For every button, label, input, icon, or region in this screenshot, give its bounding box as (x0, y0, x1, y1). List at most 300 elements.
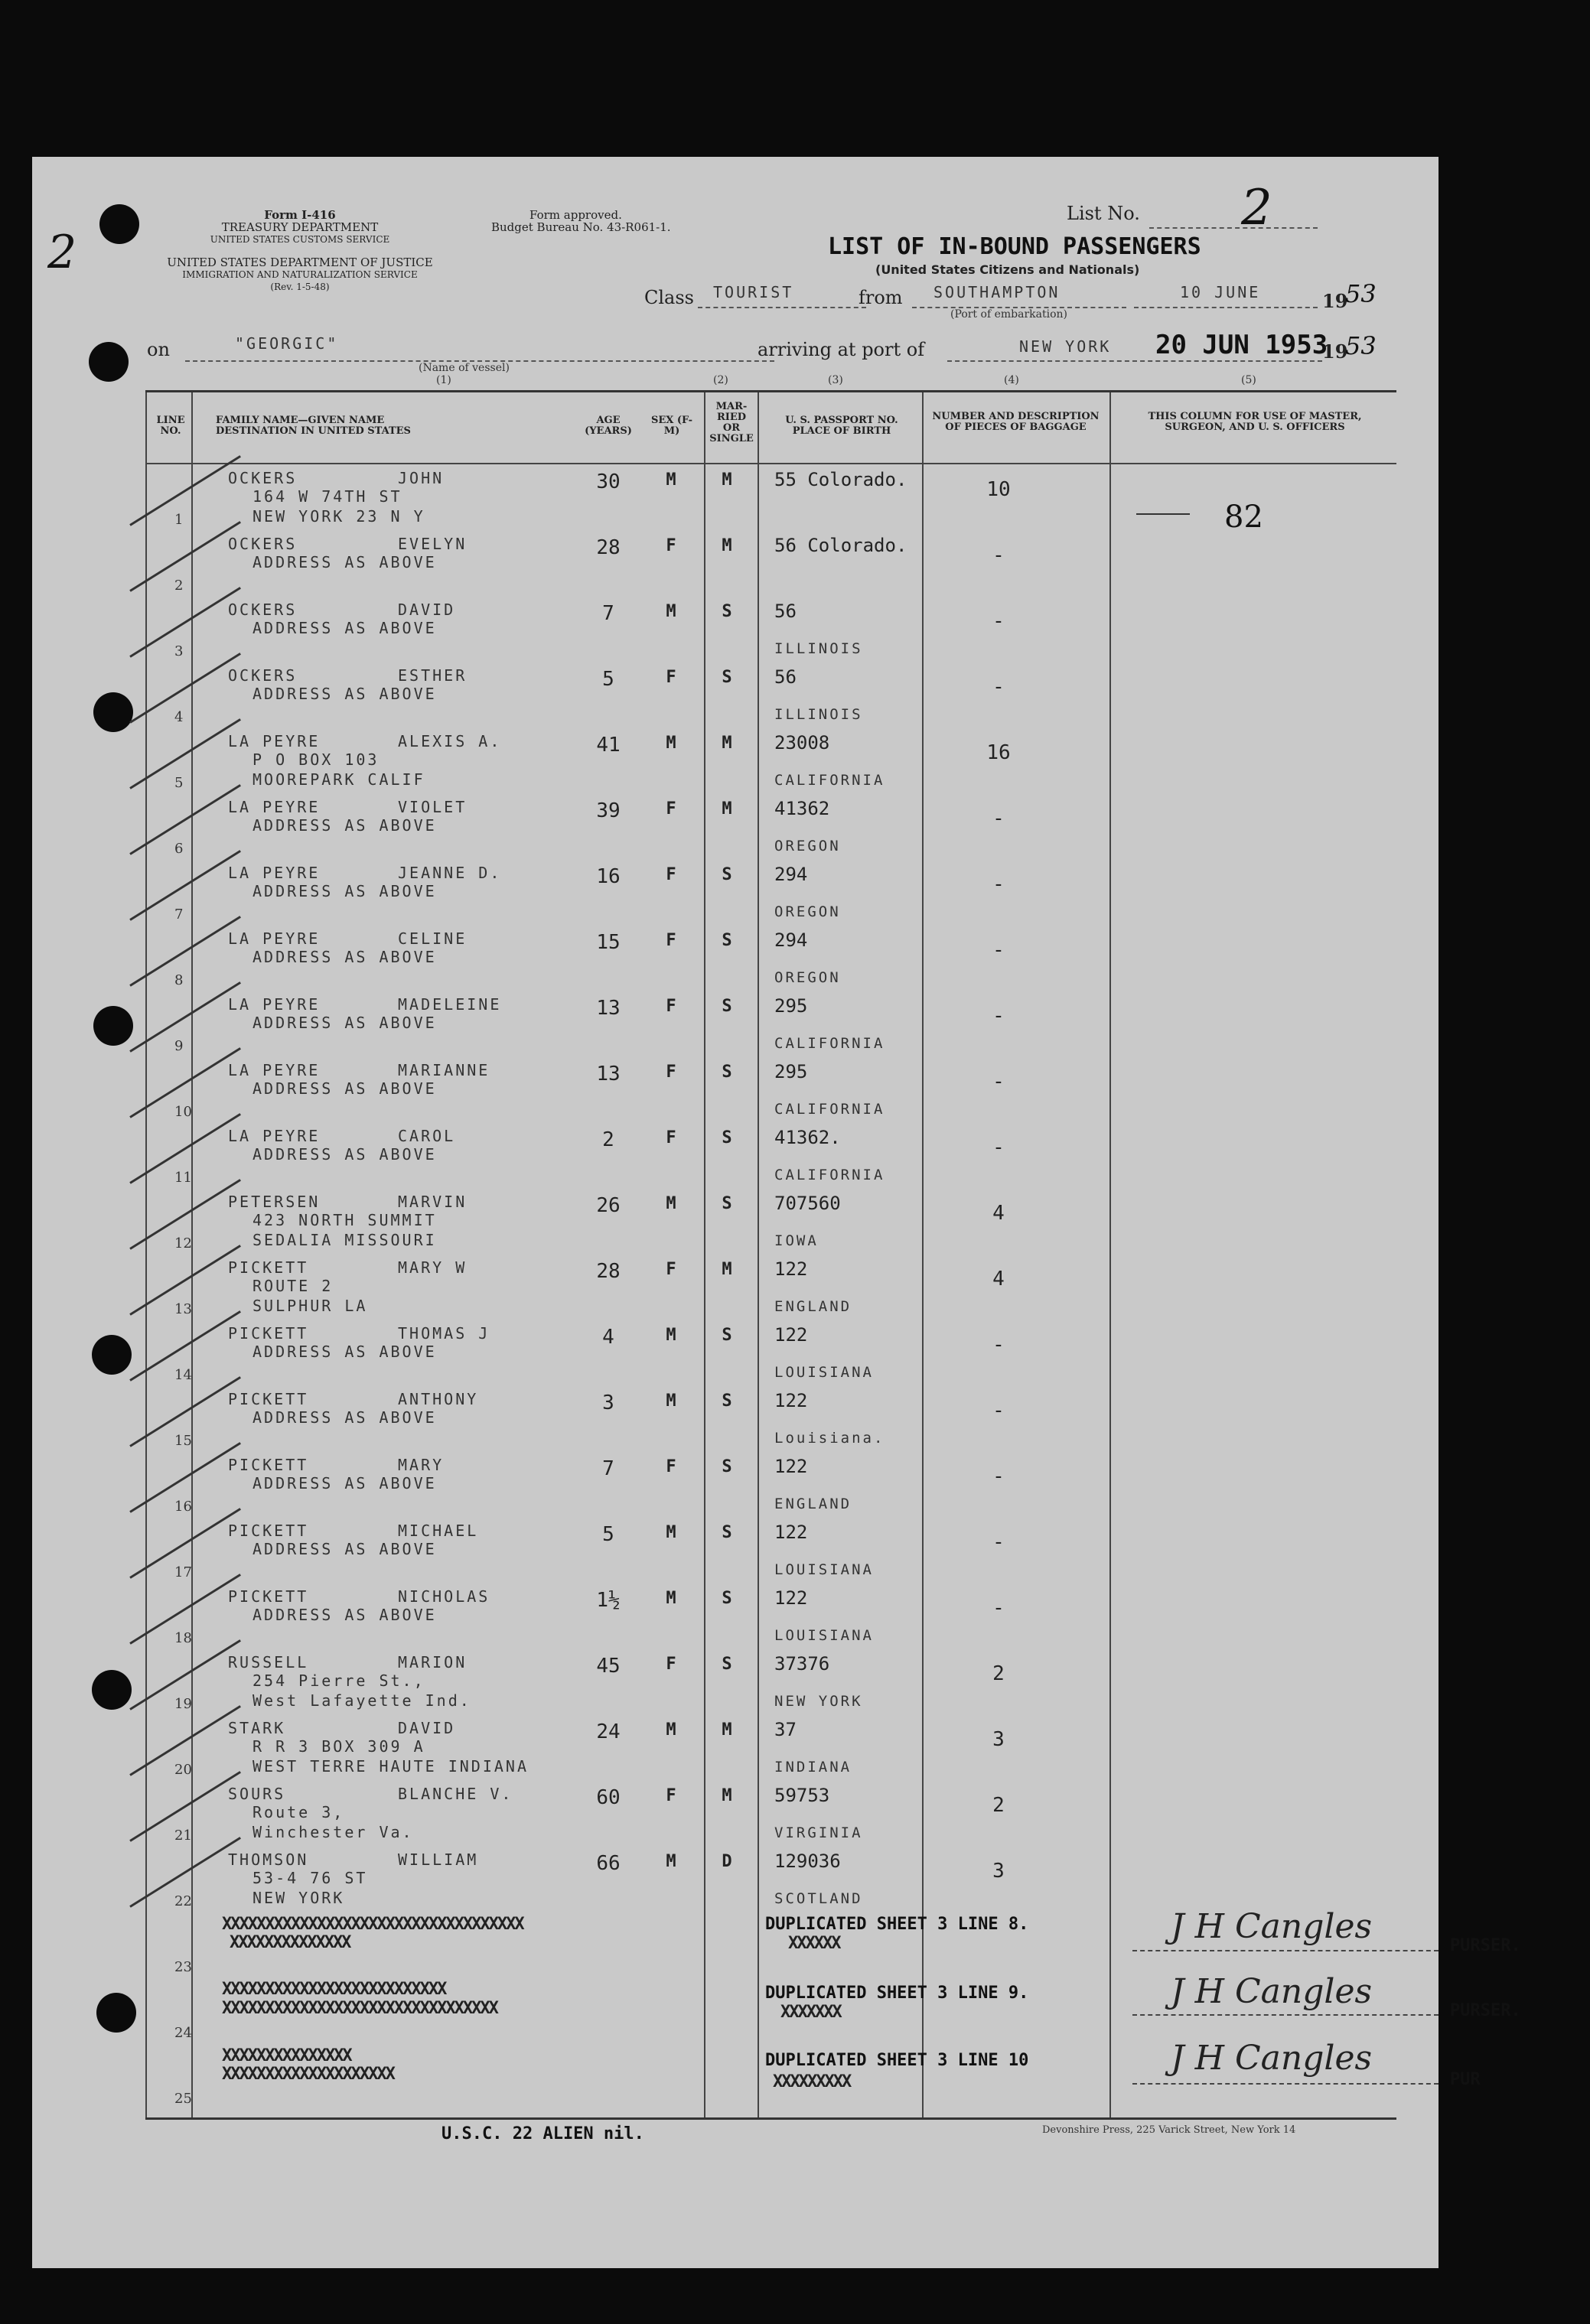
family-name: PICKETT (228, 1390, 309, 1408)
marital-status: S (722, 1063, 732, 1082)
given-name: WILLIAM (398, 1850, 479, 1869)
header-married: MAR-RIED OR SINGLE (709, 401, 754, 444)
address-line-2: SEDALIA MISSOURI (253, 1231, 437, 1249)
purser-label-3: PUR (1450, 2070, 1481, 2089)
margin-note: 2 (47, 226, 77, 279)
struck-entry: XXXXXXXXXXXXXXXXXXXXXXXXXXXXXXXX (222, 1999, 497, 2018)
given-name: THOMAS J (398, 1324, 490, 1343)
line-number: 12 (174, 1235, 192, 1252)
age: 16 (596, 865, 621, 888)
address-line-1: 164 W 74TH ST (253, 487, 402, 506)
passport-number: 37 (774, 1719, 797, 1740)
family-name: STARK (228, 1719, 286, 1737)
purser-label-1: PURSER. (1450, 1936, 1521, 1955)
address-line-1: ROUTE 2 (253, 1277, 334, 1295)
line-number: 24 (174, 2025, 192, 2041)
line-number: 21 (174, 1828, 192, 1844)
line-number: 14 (174, 1367, 192, 1383)
passport-number: 294 (774, 929, 808, 951)
passport-number: 295 (774, 995, 808, 1017)
year-prefix-2: 19 (1322, 340, 1348, 363)
header-officers: THIS COLUMN FOR USE OF MASTER, SURGEON, AND U. S. OFFICERS (1148, 411, 1362, 433)
address-line-2: WEST TERRE HAUTE INDIANA (253, 1757, 529, 1776)
given-name: MICHAEL (398, 1522, 479, 1540)
vessel-caption: (Name of vessel) (419, 362, 510, 374)
sex: F (666, 1655, 676, 1674)
from-value: SOUTHAMPTON (933, 283, 1061, 301)
marital-status: S (722, 1391, 732, 1411)
binder-hole-6 (92, 1670, 132, 1710)
table-row (145, 925, 1396, 991)
purser-signature-line-1 (1132, 1950, 1438, 1951)
table-row (145, 1320, 1396, 1385)
place-of-birth: ILLINOIS (774, 706, 863, 723)
arriving-label: arriving at port of (758, 339, 925, 360)
baggage-count: - (992, 1531, 1005, 1554)
duplicated-note-3: DUPLICATED SHEET 3 LINE 10 (765, 2051, 1029, 2070)
line-number: 17 (174, 1564, 192, 1580)
list-no-value: 2 (1241, 180, 1272, 236)
binder-hole-7 (96, 1993, 136, 2033)
baggage-count: - (992, 1333, 1005, 1356)
address-line-1: P O BOX 103 (253, 750, 380, 769)
marital-status: S (722, 602, 732, 621)
place-of-birth: CALIFORNIA (774, 1101, 885, 1118)
class-line (698, 307, 866, 308)
purser-signature-line-3 (1132, 2083, 1438, 2085)
passport-number: 56 (774, 601, 797, 622)
sex: F (666, 799, 676, 819)
list-no-line (1149, 227, 1318, 229)
purser-signature-line-2 (1132, 2014, 1438, 2016)
form-number: Form I-416 (264, 208, 336, 222)
table-row (145, 793, 1396, 859)
address-line-1: 423 NORTH SUMMIT (253, 1211, 437, 1229)
family-name: PICKETT (228, 1258, 309, 1277)
family-name: LA PEYRE (228, 1127, 321, 1145)
marital-status: M (722, 1786, 732, 1805)
line-number: 25 (174, 2091, 192, 2107)
baggage-count: 3 (992, 1860, 1005, 1883)
given-name: MADELEINE (398, 995, 502, 1014)
baggage-count: - (992, 1004, 1005, 1027)
family-name: OCKERS (228, 535, 298, 553)
footer-note: U.S.C. 22 ALIEN nil. (441, 2124, 644, 2143)
year-2: 53 (1345, 331, 1377, 360)
address-line-2: Winchester Va. (253, 1823, 414, 1841)
place-of-birth: OREGON (774, 838, 841, 854)
given-name: DAVID (398, 1719, 456, 1737)
address-line-1: ADDRESS AS ABOVE (253, 1014, 437, 1032)
sex: F (666, 1786, 676, 1805)
place-of-birth: OREGON (774, 969, 841, 986)
sex: F (666, 865, 676, 884)
line-number: 23 (174, 1959, 192, 1975)
family-name: SOURS (228, 1785, 286, 1803)
duplicated-note-2: DUPLICATED SHEET 3 LINE 9. (765, 1984, 1029, 2003)
table-row (145, 859, 1396, 925)
struck-entry: XXXXXXXXXXXXXX (230, 1933, 350, 1952)
table-row (145, 1188, 1396, 1254)
printer-imprint: Devonshire Press, 225 Varick Street, New York 14 (1042, 2124, 1296, 2136)
place-of-birth: ENGLAND (774, 1496, 852, 1512)
address-line-1: ADDRESS AS ABOVE (253, 1343, 437, 1361)
table-row (145, 1583, 1396, 1649)
struck-entry: XXXXXXXXXXXXXXXXXXXXXXXXXXXXXXXXXXX (222, 1915, 523, 1934)
check-mark (129, 653, 241, 724)
struck-entry: XXXXXXXXXXXXXXXXXXXXXXXXXX (222, 1980, 446, 1999)
marital-status: S (722, 1589, 732, 1608)
passport-number: 122 (774, 1324, 808, 1346)
binder-hole-3 (93, 692, 133, 732)
binder-hole-5 (92, 1335, 132, 1375)
table-row (145, 1056, 1396, 1122)
arrival-port: NEW YORK (1019, 337, 1112, 356)
table-row (145, 464, 1396, 530)
check-mark (129, 455, 241, 526)
baggage-count: 10 (986, 478, 1011, 501)
struck-entry: XXXXXXXXXXXXXXX (222, 2046, 351, 2065)
family-name: THOMSON (228, 1850, 309, 1869)
binder-hole-1 (99, 204, 139, 244)
given-name: VIOLET (398, 798, 468, 816)
place-of-birth: SCOTLAND (774, 1890, 863, 1907)
line-number: 7 (174, 906, 184, 923)
baggage-count: - (992, 675, 1005, 698)
baggage-count: 3 (992, 1728, 1005, 1751)
age: 13 (596, 1063, 621, 1086)
age: 26 (596, 1194, 621, 1217)
treasury-dept: TREASURY DEPARTMENT (221, 220, 379, 234)
table-row (145, 727, 1396, 793)
given-name: MARY W (398, 1258, 468, 1277)
baggage-count: 2 (992, 1794, 1005, 1817)
sex: F (666, 931, 676, 950)
baggage-count: - (992, 939, 1005, 962)
baggage-count: - (992, 1136, 1005, 1159)
officer-note: 82 (1224, 500, 1263, 535)
passport-number: 122 (774, 1587, 808, 1609)
address-line-1: ADDRESS AS ABOVE (253, 816, 437, 835)
age: 7 (602, 602, 614, 625)
arrival-line (947, 360, 1322, 362)
line-number: 1 (174, 512, 184, 528)
binder-hole-2 (89, 342, 129, 382)
purser-label-2: PURSER. (1450, 2001, 1521, 2020)
place-of-birth: ENGLAND (774, 1298, 852, 1315)
address-line-1: 254 Pierre St., (253, 1671, 425, 1690)
purser-signature-2: J H Cangles (1171, 1972, 1373, 2011)
passport-number: 41362. (774, 1127, 841, 1148)
header-line-no: LINE NO. (156, 415, 185, 437)
age: 28 (596, 536, 621, 559)
address-line-2: NEW YORK 23 N Y (253, 507, 425, 526)
place-of-birth: Louisiana. (774, 1430, 885, 1447)
family-name: PETERSEN (228, 1193, 321, 1211)
sex: F (666, 536, 676, 555)
age: 41 (596, 734, 621, 757)
passport-number: 23008 (774, 732, 830, 754)
address-line-2: MOOREPARK CALIF (253, 770, 425, 789)
passport-number: 56 Colorado. (774, 535, 907, 556)
marital-status: S (722, 1194, 732, 1213)
marital-status: M (722, 1260, 732, 1279)
passport-number: 55 Colorado. (774, 469, 907, 490)
line-number: 15 (174, 1433, 192, 1449)
given-name: DAVID (398, 601, 456, 619)
given-name: CAROL (398, 1127, 456, 1145)
table-row (145, 1517, 1396, 1583)
given-name: JEANNE D. (398, 864, 502, 882)
given-name: JOHN (398, 469, 445, 487)
class-label: Class (644, 287, 694, 308)
sex: M (666, 1523, 676, 1542)
age: 60 (596, 1786, 621, 1809)
line-number: 18 (174, 1630, 192, 1646)
address-line-1: ADDRESS AS ABOVE (253, 553, 437, 571)
address-line-1: ADDRESS AS ABOVE (253, 948, 437, 966)
col-number-5: (5) (1241, 374, 1256, 386)
age: 5 (602, 668, 614, 691)
address-line-2: West Lafayette Ind. (253, 1691, 471, 1710)
marital-status: S (722, 1326, 732, 1345)
line-number: 16 (174, 1499, 192, 1515)
table-row (145, 1714, 1396, 1780)
given-name: NICHOLAS (398, 1587, 490, 1606)
address-line-1: ADDRESS AS ABOVE (253, 1145, 437, 1164)
date-stamp: 20 JUN 1953 (1155, 330, 1328, 360)
baggage-count: - (992, 544, 1005, 567)
passport-number: 122 (774, 1456, 808, 1477)
passenger-list-sheet (32, 157, 1521, 2268)
address-line-1: 53-4 76 ST (253, 1869, 368, 1887)
form-header-left (147, 209, 453, 293)
purser-signature-1: J H Cangles (1171, 1907, 1373, 1946)
marital-status: S (722, 1523, 732, 1542)
year-prefix-1: 19 (1322, 290, 1348, 312)
address-line-1: R R 3 BOX 309 A (253, 1737, 425, 1756)
col-number-2: (2) (713, 374, 728, 386)
marital-status: M (722, 1720, 732, 1740)
struck-entry: XXXXXXXXX (773, 2072, 851, 2091)
marital-status: M (722, 536, 732, 555)
given-name: CELINE (398, 929, 468, 948)
sex: F (666, 1260, 676, 1279)
col-number-3: (3) (828, 374, 843, 386)
marital-status: D (722, 1852, 732, 1871)
check-mark (129, 784, 241, 855)
struck-entry: XXXXXXX (780, 2003, 841, 2022)
age: 7 (602, 1457, 614, 1480)
sex: M (666, 734, 676, 753)
date-line (1134, 307, 1318, 308)
departure-date: 10 JUNE (1180, 283, 1261, 301)
address-line-2: SULPHUR LA (253, 1297, 368, 1315)
address-line-2: NEW YORK (253, 1889, 345, 1907)
passport-number: 41362 (774, 798, 830, 819)
given-name: MARY (398, 1456, 445, 1474)
line-number: 4 (174, 709, 184, 725)
given-name: MARIANNE (398, 1061, 490, 1079)
line-number: 6 (174, 841, 184, 857)
family-name: OCKERS (228, 601, 298, 619)
sex: M (666, 1194, 676, 1213)
family-name: OCKERS (228, 666, 298, 685)
marital-status: S (722, 1128, 732, 1147)
table-row (145, 1451, 1396, 1517)
address-line-1: ADDRESS AS ABOVE (253, 1474, 437, 1492)
age: 28 (596, 1260, 621, 1283)
justice-dept: UNITED STATES DEPARTMENT OF JUSTICE (167, 256, 433, 269)
vessel-name: "GEORGIC" (235, 334, 339, 353)
line-number: 10 (174, 1104, 192, 1120)
address-line-1: ADDRESS AS ABOVE (253, 685, 437, 703)
place-of-birth: CALIFORNIA (774, 772, 885, 789)
place-of-birth: LOUISIANA (774, 1561, 874, 1578)
baggage-count: - (992, 1399, 1005, 1422)
passport-number: 295 (774, 1061, 808, 1082)
marital-status: S (722, 668, 732, 687)
page-subtitle: (United States Citizens and Nationals) (875, 262, 1140, 277)
from-label: from (859, 287, 903, 308)
binder-hole-4 (93, 1006, 133, 1046)
age: 66 (596, 1852, 621, 1875)
marital-status: S (722, 865, 732, 884)
check-mark (129, 521, 241, 592)
family-name: LA PEYRE (228, 995, 321, 1014)
age: 4 (602, 1326, 614, 1349)
place-of-birth: LOUISIANA (774, 1364, 874, 1381)
age: 2 (602, 1128, 614, 1151)
family-name: PICKETT (228, 1587, 309, 1606)
family-name: LA PEYRE (228, 929, 321, 948)
sex: F (666, 668, 676, 687)
passport-number: 707560 (774, 1193, 841, 1214)
col-number-4: (4) (1004, 374, 1019, 386)
age: 24 (596, 1720, 621, 1743)
table-row (145, 1122, 1396, 1188)
line-number: 9 (174, 1038, 184, 1054)
on-label: on (147, 339, 170, 360)
form-approval (491, 209, 690, 233)
passport-number: 129036 (774, 1850, 841, 1872)
place-of-birth: CALIFORNIA (774, 1167, 885, 1183)
place-of-birth: CALIFORNIA (774, 1035, 885, 1052)
table-row (145, 596, 1396, 662)
marital-status: M (722, 799, 732, 819)
page-title: LIST OF IN-BOUND PASSENGERS (828, 233, 1201, 260)
baggage-count: - (992, 1597, 1005, 1619)
check-mark (129, 916, 241, 987)
family-name: PICKETT (228, 1456, 309, 1474)
header-passport: U. S. PASSPORT NO. PLACE OF BIRTH (785, 415, 898, 437)
baggage-count: 4 (992, 1268, 1005, 1291)
sex: M (666, 470, 676, 490)
age: 45 (596, 1655, 621, 1678)
place-of-birth: OREGON (774, 903, 841, 920)
place-of-birth: IOWA (774, 1232, 819, 1249)
sex: M (666, 1720, 676, 1740)
line-number: 2 (174, 578, 184, 594)
baggage-count: - (992, 807, 1005, 830)
line-number: 20 (174, 1762, 192, 1778)
family-name: PICKETT (228, 1324, 309, 1343)
sex: F (666, 1457, 676, 1476)
purser-signature-3: J H Cangles (1171, 2039, 1373, 2078)
passport-number: 294 (774, 864, 808, 885)
table-row (145, 1846, 1396, 1912)
address-line-1: ADDRESS AS ABOVE (253, 1408, 437, 1427)
sex: M (666, 1852, 676, 1871)
baggage-count: - (992, 610, 1005, 633)
given-name: ANTHONY (398, 1390, 479, 1408)
family-name: OCKERS (228, 469, 298, 487)
baggage-count: - (992, 873, 1005, 896)
baggage-count: - (992, 1465, 1005, 1488)
place-of-birth: ILLINOIS (774, 640, 863, 657)
address-line-1: ADDRESS AS ABOVE (253, 882, 437, 900)
address-line-1: ADDRESS AS ABOVE (253, 619, 437, 637)
age: 30 (596, 470, 621, 493)
form-revision: (Rev. 1-5-48) (270, 282, 330, 292)
class-value: TOURIST (713, 283, 794, 301)
baggage-count: 4 (992, 1202, 1005, 1225)
header-name: FAMILY NAME—GIVEN NAME DESTINATION IN UNITED STATES (216, 415, 411, 437)
table-row (145, 991, 1396, 1056)
struck-entry: XXXXXX (788, 1934, 840, 1953)
age: 15 (596, 931, 621, 954)
sex: F (666, 997, 676, 1016)
marital-status: S (722, 997, 732, 1016)
sex: M (666, 602, 676, 621)
sex: F (666, 1063, 676, 1082)
given-name: BLANCHE V. (398, 1785, 513, 1803)
place-of-birth: NEW YORK (774, 1693, 863, 1710)
age: 39 (596, 799, 621, 822)
marital-status: M (722, 734, 732, 753)
address-line-1: ADDRESS AS ABOVE (253, 1079, 437, 1098)
family-name: LA PEYRE (228, 732, 321, 750)
marital-status: S (722, 1655, 732, 1674)
age: 5 (602, 1523, 614, 1546)
address-line-1: Route 3, (253, 1803, 345, 1821)
line-number: 8 (174, 972, 184, 988)
age: 3 (602, 1391, 614, 1414)
passport-number: 56 (774, 666, 797, 688)
check-mark (129, 718, 241, 789)
ins-service: IMMIGRATION AND NATURALIZATION SERVICE (182, 269, 418, 280)
table-row (145, 530, 1396, 596)
sex: M (666, 1326, 676, 1345)
list-no-label: List No. (1067, 203, 1140, 224)
line-number: 19 (174, 1696, 192, 1712)
sex: M (666, 1589, 676, 1608)
col-number-1: (1) (436, 374, 451, 386)
place-of-birth: LOUISIANA (774, 1627, 874, 1644)
check-mark (129, 981, 241, 1053)
given-name: EVELYN (398, 535, 468, 553)
passport-number: 37376 (774, 1653, 830, 1675)
age: 1½ (596, 1589, 621, 1612)
header-sex: SEX (F-M) (650, 415, 693, 437)
passport-number: 122 (774, 1522, 808, 1543)
check-mark (129, 587, 241, 658)
address-line-1: ADDRESS AS ABOVE (253, 1540, 437, 1558)
sex: M (666, 1391, 676, 1411)
family-name: LA PEYRE (228, 1061, 321, 1079)
line-number: 13 (174, 1301, 192, 1317)
marital-status: S (722, 1457, 732, 1476)
